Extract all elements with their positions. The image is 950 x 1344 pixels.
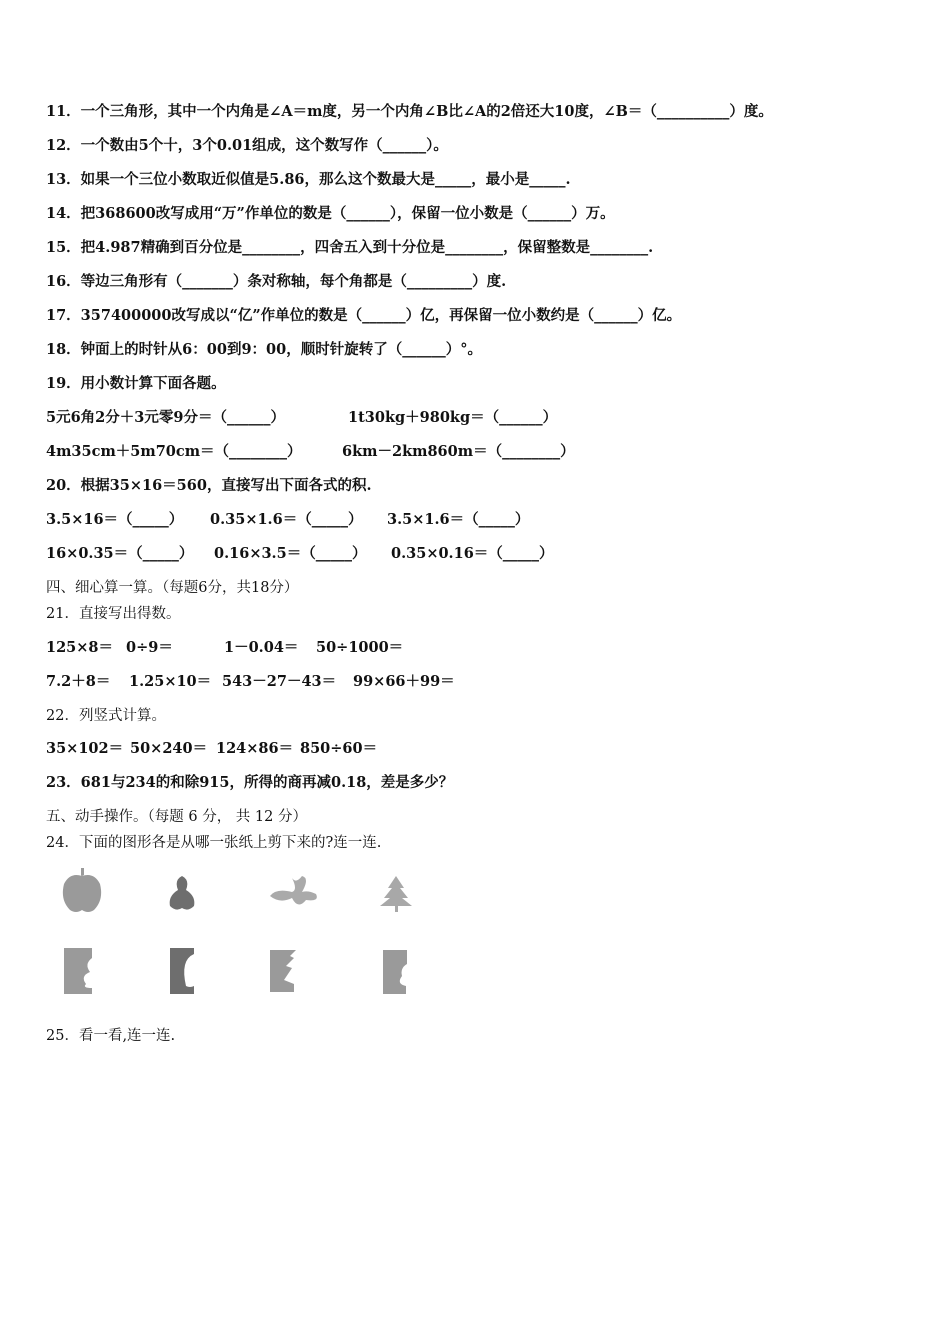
q20-item: 0.35×1.6＝（_____） [210,511,363,528]
q21-item: 1－0.04＝ [224,639,299,656]
q21-item: 543－27－43＝ [222,673,337,690]
question-17: 17．357400000改写成以“亿”作单位的数是（______）亿，再保留一位小数约是（______）亿。 [46,307,682,324]
question-19: 19．用小数计算下面各题。 [46,375,226,392]
question-23: 23．681与234的和除915，所得的商再减0.18，差是多少？ [46,774,454,791]
apple-shape [63,868,101,912]
gourd-shape [170,876,195,910]
flower-shape [270,876,317,905]
q20-item: 0.35×0.16＝（_____） [391,545,554,562]
question-12: 12．一个数由5个十，3个0.01组成，这个数写作（______）。 [46,137,448,154]
q22-item: 50×240＝ [130,740,208,757]
question-11: 11．一个三角形，其中一个内角是∠A＝m度，另一个内角∠B比∠A的2倍还大10度，∠B＝（__________）度。 [46,103,773,120]
paper-gourd-cutout [170,948,194,994]
section-4-heading: 四、细心算一算。（每题6分，共18分） [46,580,299,596]
q19-item: 5元6角2分＋3元零9分＝（______） [46,409,285,426]
q21-item: 0÷9＝ [126,639,173,656]
paper-flower-cutout [383,950,407,994]
question-20: 20．根据35×16＝560，直接写出下面各式的积. [46,477,372,494]
question-13: 13．如果一个三位小数取近似值是5.86，那么这个数最大是_____，最小是_____. [46,171,571,188]
q19-item: 6km－2km860m＝（________） [342,443,575,460]
question-22: 22．列竖式计算。 [46,708,166,724]
paper-cut-figures [40,860,440,1010]
q19-item: 1t30kg＋980kg＝（______） [348,409,558,426]
question-15: 15．把4.987精确到百分位是________，四舍五入到十分位是________，保留整数是________. [46,239,654,256]
paper-tree-cutout [270,950,296,992]
q20-item: 0.16×3.5＝（_____） [214,545,367,562]
question-14: 14．把368600改写成用“万”作单位的数是（______），保留一位小数是（______）万。 [46,205,615,222]
section-5-heading: 五、动手操作。（每题 6 分， 共 12 分） [46,809,307,825]
q21-item: 1.25×10＝ [129,673,212,690]
q21-item: 125×8＝ [46,639,114,656]
question-16: 16．等边三角形有（_______）条对称轴，每个角都是（_________）度. [46,273,507,290]
q19-item: 4m35cm＋5m70cm＝（________） [46,443,302,460]
question-18: 18．钟面上的时针从6：00到9：00，顺时针旋转了（______）°。 [46,341,482,358]
question-24: 24．下面的图形各是从哪一张纸上剪下来的?连一连. [46,835,382,851]
q20-item: 3.5×16＝（_____） [46,511,184,528]
q22-item: 124×86＝ [216,740,294,757]
q22-item: 35×102＝ [46,740,124,757]
q21-item: 99×66＋99＝ [353,673,455,690]
tree-shape [380,876,412,912]
question-25: 25．看一看,连一连. [46,1028,176,1044]
paper-apple-cutout [64,948,92,994]
q20-item: 16×0.35＝（_____） [46,545,194,562]
q22-item: 850÷60＝ [300,740,378,757]
question-21: 21．直接写出得数。 [46,606,181,622]
q21-item: 50÷1000＝ [316,639,404,656]
q21-item: 7.2＋8＝ [46,673,111,690]
q20-item: 3.5×1.6＝（_____） [387,511,530,528]
